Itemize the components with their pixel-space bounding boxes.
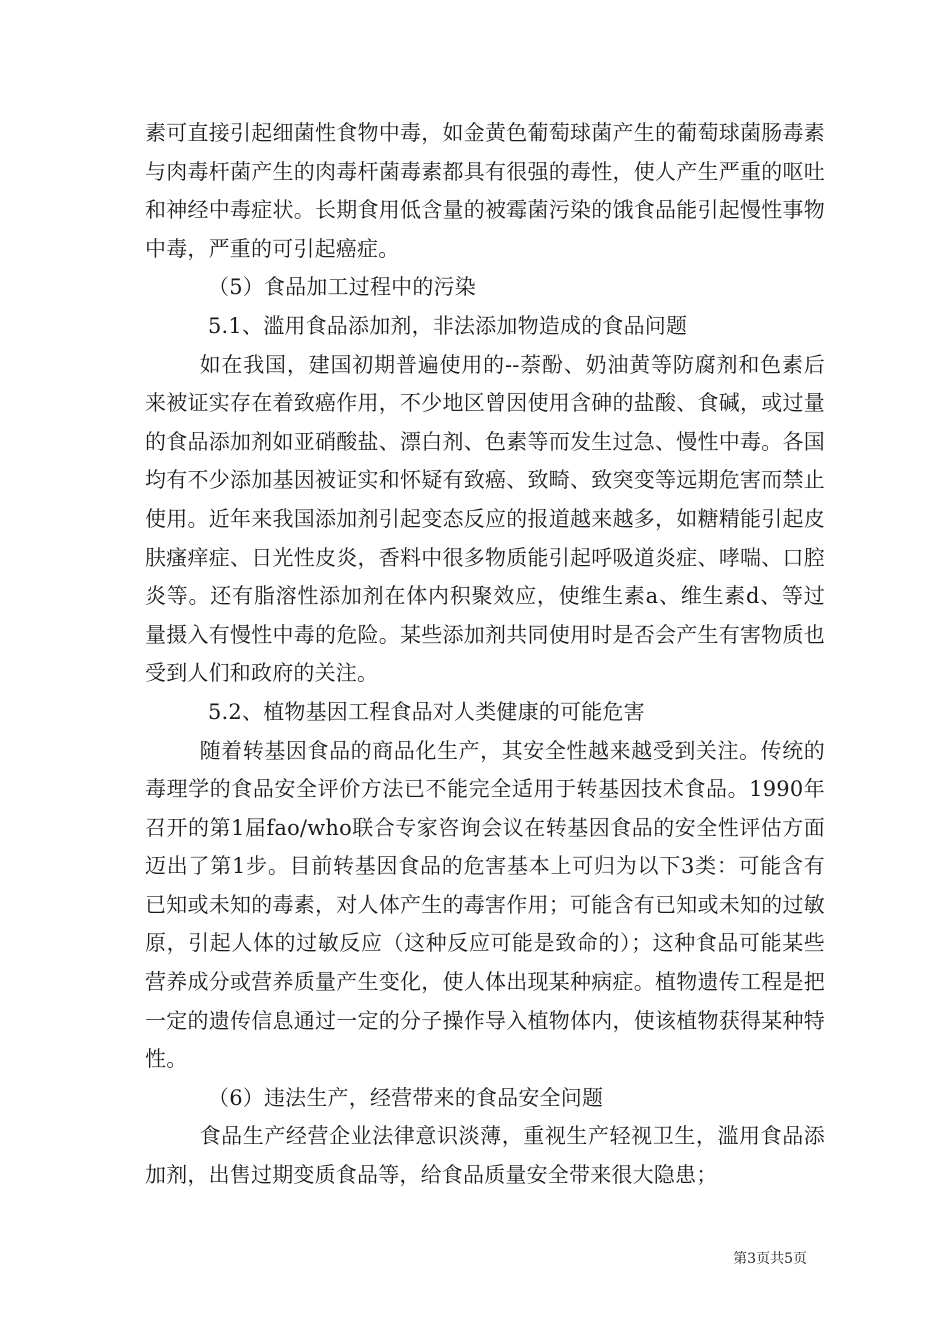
page-number: 第3页共5页: [733, 1251, 807, 1267]
paragraph-illegal-production: 食品生产经营企业法律意识淡薄，重视生产轻视卫生，滥用食品添加剂，出售过期变质食品等，给食品质量安全带来很大隐患；: [145, 1124, 825, 1188]
paragraph-food-additives: 如在我国，建国初期普遍使用的--萘酚、奶油黄等防腐剂和色素后来被证实存在着致癌作用，不少地区曾因使用含砷的盐酸、食碱，或过量的食品添加剂如亚硝酸盐、漂白剂、色素等而发生过急、慢性中毒。各国均有不少添加基因被证实和怀疑有致癌、致畸、致突变等远期危害而禁止使用。近年来我国添加剂引起变态反应的报道越来越多，如糖精能引起皮肤瘙痒症、日光性皮炎，香料中很多物质能引起呼吸道炎症、哮喘、口腔炎等。还有脂溶性添加剂在体内积聚效应，使维生素a、维生素d、等过量摄入有慢性中毒的危险。某些添加剂共同使用时是否会产生有害物质也受到人们和政府的关注。: [145, 352, 825, 686]
section-heading-processing-contamination: （5）食品加工过程中的污染: [208, 275, 476, 300]
section-heading-illegal-production: （6）违法生产，经营带来的食品安全问题: [208, 1085, 604, 1110]
document-body: [145, 114, 825, 1195]
paragraph-gm-foods: 随着转基因食品的商品化生产，其安全性越来越受到关注。传统的毒理学的食品安全评价方法已不能完全适用于转基因技术食品。1990年召开的第1届fao/who联合专家咨询会议在转基因食品的安全性评估方面迈出了第1步。目前转基因食品的危害基本上可归为以下3类：可能含有已知或未知的毒素，对人体产生的毒害作用；可能含有已知或未知的过敏原，引起人体的过敏反应（这种反应可能是致命的）；这种食品可能某些营养成分或营养质量产生变化，使人体出现某种病症。植物遗传工程是把一定的遗传信息通过一定的分子操作导入植物体内，使该植物获得某种特性。: [145, 738, 825, 1072]
paragraph-bacterial-toxins: 素可直接引起细菌性食物中毒，如金黄色葡萄球菌产生的葡萄球菌肠毒素与肉毒杆菌产生的肉毒杆菌毒素都具有很强的毒性，使人产生严重的呕吐和神经中毒症状。长期食用低含量的被霉菌污染的饿食品能引起慢性事物中毒，严重的可引起癌症。: [145, 121, 825, 261]
subsection-heading-gm-foods: 5.2、植物基因工程食品对人类健康的可能危害: [208, 699, 645, 724]
subsection-heading-food-additives: 5.1、滥用食品添加剂，非法添加物造成的食品问题: [208, 313, 688, 338]
